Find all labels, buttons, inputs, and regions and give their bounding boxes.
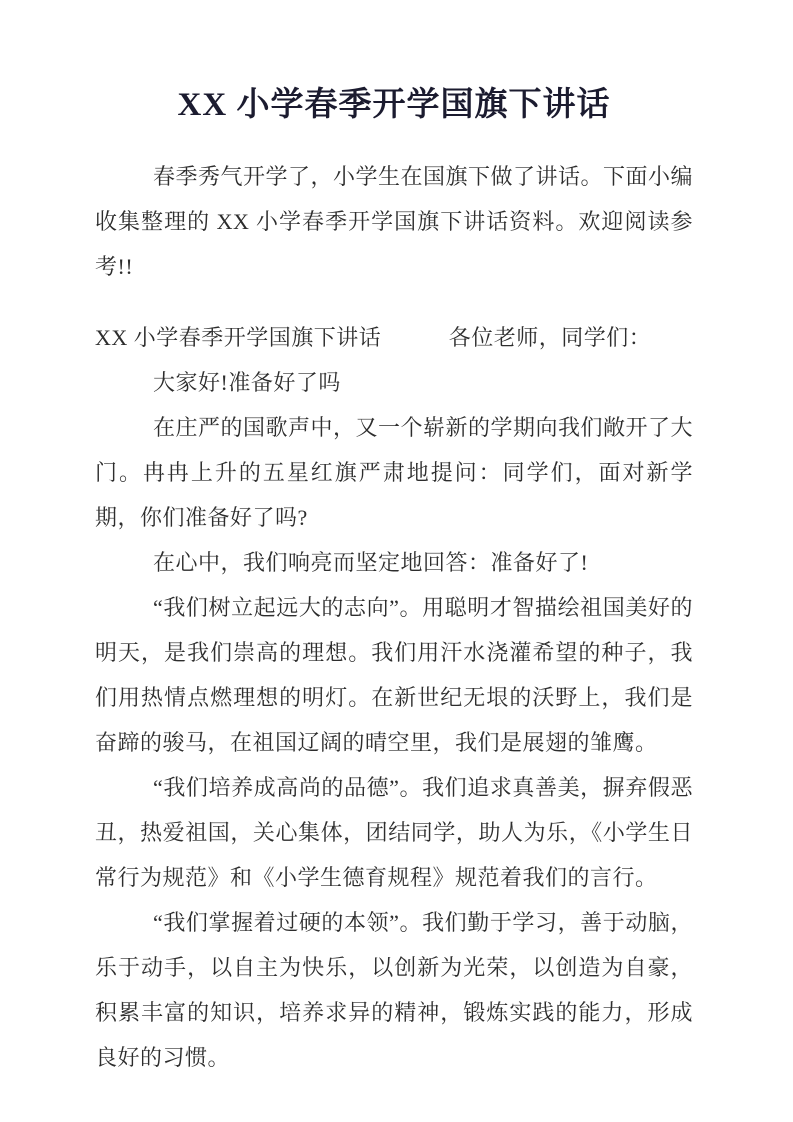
paragraph-greeting: 大家好!准备好了吗: [153, 370, 341, 395]
paragraph-speech-heading: XX 小学春季开学国旗下讲话 各位老师，同学们：: [95, 325, 652, 350]
paragraph-new-semester: 在庄严的国歌声中，又一个崭新的学期向我们敞开了大门。冉冉上升的五星红旗严肃地提问：同学们，面对新学期，你们准备好了吗?: [95, 415, 694, 530]
paragraph-answer: 在心中，我们响亮而坚定地回答：准备好了!: [153, 550, 589, 575]
paragraph-virtue: “我们培养成高尚的品德”。我们追求真善美，摒弃假恶丑，热爱祖国，关心集体，团结同学，助人为乐，《小学生日常行为规范》和《小学生德育规程》规范着我们的言行。: [95, 775, 693, 890]
document-title: XX 小学春季开学国旗下讲话: [177, 87, 611, 123]
paragraph-skills: “我们掌握着过硬的本领”。我们勤于学习，善于动脑，乐于动手，以自主为快乐，以创新为光荣，以创造为自豪，积累丰富的知识，培养求异的精神，锻炼实践的能力，形成良好的习惯。: [95, 910, 693, 1070]
paragraph-ambition: “我们树立起远大的志向”。用聪明才智描绘祖国美好的明天，是我们崇高的理想。我们用汗水浇灌希望的种子，我们用热情点燃理想的明灯。在新世纪无垠的沃野上，我们是奋蹄的骏马，在祖国辽阔的晴空里，我们是展翅的雏鹰。: [95, 595, 693, 755]
paragraph-intro: 春季秀气开学了，小学生在国旗下做了讲话。下面小编收集整理的 XX 小学春季开学国旗下讲话资料。欢迎阅读参考!!: [95, 164, 694, 279]
